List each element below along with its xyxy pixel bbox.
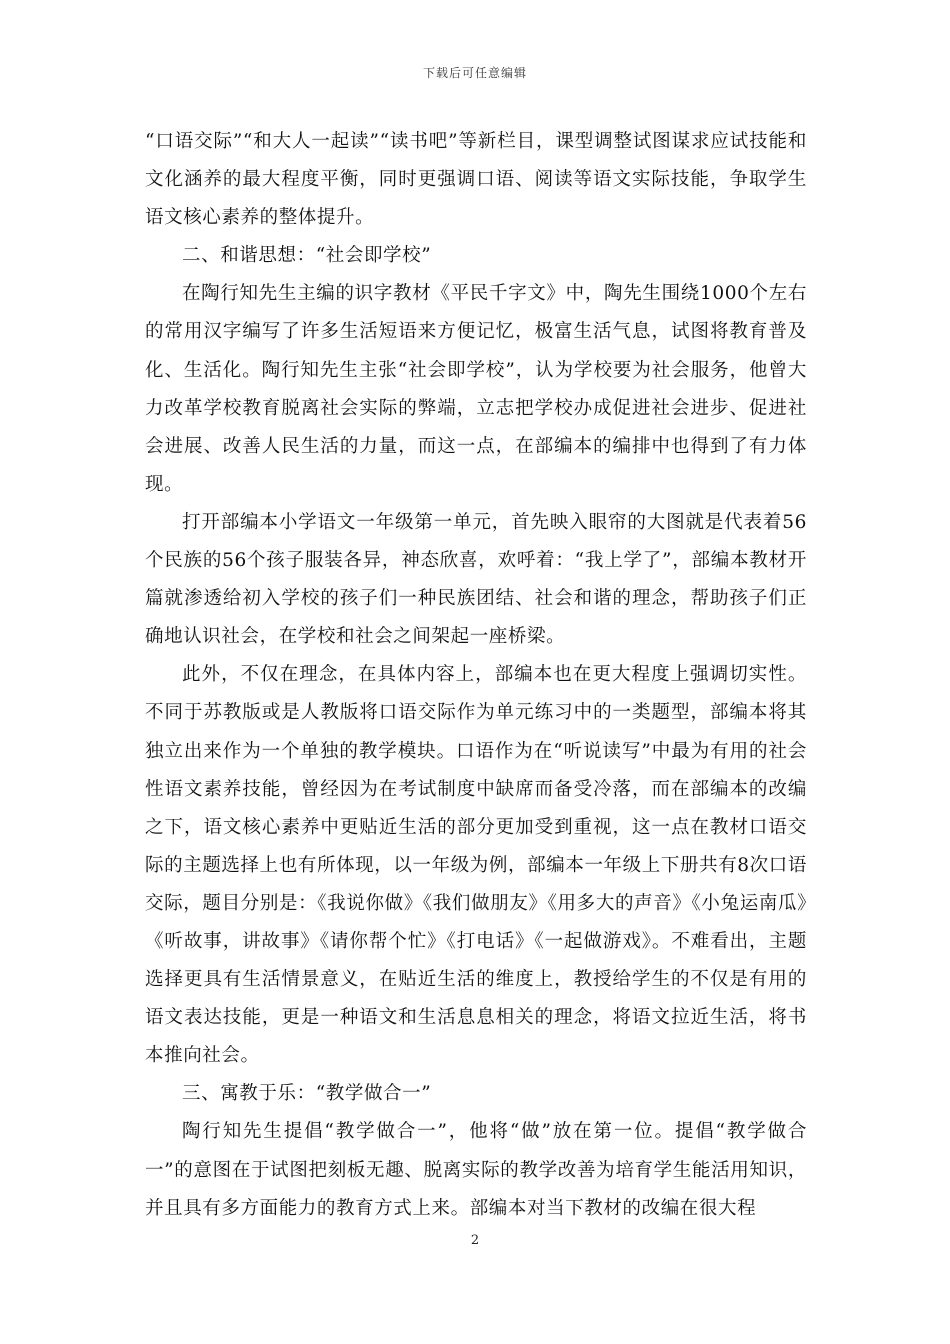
paragraph: 此外，不仅在理念，在具体内容上，部编本也在更大程度上强调切实性。不同于苏教版或是人教版将口语交际作为单元练习中的一类题型，部编本将其独立出来作为一个单独的教学模块。口语作为在“听说读写”中最为有用的社会性语文素养技能，曾经因为在考试制度中缺席而备受冷落，而在部编本的改编之下，语文核心素养中更贴近生活的部分更加受到重视，这一点在教材口语交际的主题选择上也有所体现，以一年级为例，部编本一年级上下册共有8次口语交际，题目分别是：《我说你做》《我们做朋友》《用多大的声音》《小兔运南瓜》《听故事，讲故事》《请你帮个忙》《打电话》《一起做游戏》。不难看出，主题选择更具有生活情景意义，在贴近生活的维度上，教授给学生的不仅是有用的语文表达技能，更是一种语文和生活息息相关的理念，将语文拉近生活，将书本推向社会。 [145, 664, 807, 1067]
page-header: 下载后可任意编辑 [422, 66, 527, 80]
paragraph: 在陶行知先生主编的识字教材《平民千字文》中，陶先生围绕1000个左右的常用汉字编写了许多生活短语来方便记忆，极富生活气息，试图将教育普及化、生活化。陶行知先生主张“社会即学校”，认为学校要为社会服务，他曾大力改革学校教育脱离社会实际的弊端，立志把学校办成促进社会进步、促进社会进展、改善人民生活的力量，而这一点，在部编本的编排中也得到了有力体现。 [145, 283, 807, 495]
document-body [145, 123, 807, 1228]
page-number: 2 [470, 1233, 480, 1248]
paragraph: 陶行知先生提倡“教学做合一”，他将“做”放在第一位。提倡“教学做合一”的意图在于试图把刻板无趣、脱离实际的教学改善为培育学生能活用知识，并且具有多方面能力的教育方式上来。部编本对当下教材的改编在很大程 [145, 1121, 807, 1219]
section-heading-2: 二、和谐思想：“社会即学校” [182, 245, 432, 267]
paragraph: 打开部编本小学语文一年级第一单元，首先映入眼帘的大图就是代表着56个民族的56个孩子服装各异，神态欣喜，欢呼着：“我上学了”，部编本教材开篇就渗透给初入学校的孩子们一种民族团结、社会和谐的理念，帮助孩子们正确地认识社会，在学校和社会之间架起一座桥梁。 [145, 511, 807, 648]
section-heading-3: 三、寓教于乐：“教学做合一” [182, 1083, 432, 1105]
paragraph-continuation: “口语交际”“和大人一起读”“读书吧”等新栏目，课型调整试图谋求应试技能和文化涵养的最大程度平衡，同时更强调口语、阅读等语文实际技能，争取学生语文核心素养的整体提升。 [145, 131, 807, 229]
